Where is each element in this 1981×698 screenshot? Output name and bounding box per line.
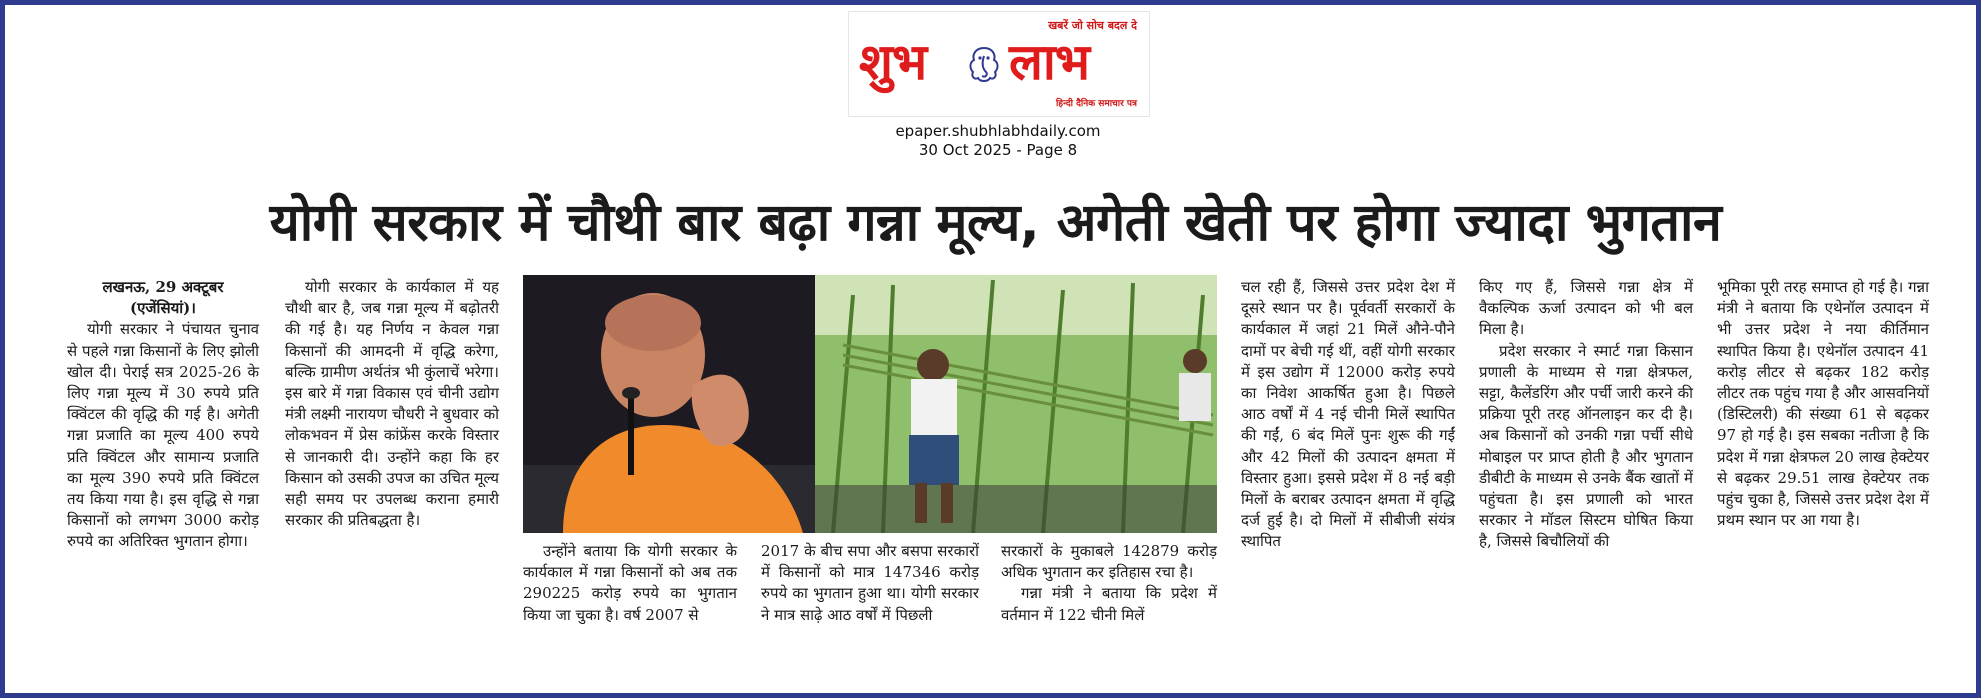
article-paragraph: प्रदेश सरकार ने स्मार्ट गन्ना किसान प्रणाली के माध्यम से गन्ना क्षेत्रफल, सट्टा, कैलेंडरिंग और पर्ची जारी करने की प्रक्रिया पूरी तरह ऑनलाइन कर दी है। अब किसानों को उनकी गन्ना पर्ची सीधे मोबाइल पर प्राप्त होती है और भुगतान डीबीटी के माध्यम से उनके बैंक खातों में पहुंचता है। इस प्रणाली को भारत सरकार ने मॉडल सिस्टम घोषित किया है, जिससे बिचौलियों की <box>1479 341 1693 551</box>
article-dateline: लखनऊ, 29 अक्टूबर (एजेंसियां)। <box>102 278 224 318</box>
article-headline: योगी सरकार में चौथी बार बढ़ा गन्ना मूल्य, अगेती खेती पर होगा ज्यादा भुगतान <box>269 193 1722 253</box>
article-column-4 <box>761 541 979 626</box>
masthead-logo <box>848 11 1150 117</box>
edition-date-page: 30 Oct 2025 - Page 8 <box>918 141 1078 159</box>
article-column-5 <box>1001 541 1217 626</box>
article-column-8 <box>1717 277 1929 531</box>
article-paragraph: भूमिका पूरी तरह समाप्त हो गई है। गन्ना मंत्री ने बताया कि एथेनॉल उत्पादन में भी उत्तर प्रदेश ने नया कीर्तिमान स्थापित किया है। एथेनॉल उत्पादन 41 करोड़ लीटर से बढ़कर 182 करोड़ लीटर तक पहुंच गया है और आसवनियों (डिस्टिलरी) की संख्या 61 से बढ़कर 97 हो गई है। इस सबका नतीजा है कि प्रदेश में गन्ना क्षेत्रफल 20 लाख हेक्टेयर से बढ़कर 29.51 लाख हेक्टेयर तक पहुंच चुका है, जिससे उत्तर प्रदेश देश में प्रथम स्थान पर आ गया है। <box>1717 278 1929 530</box>
article-column-1 <box>67 277 259 553</box>
ganesh-icon <box>962 42 1006 86</box>
article-paragraph: गन्ना मंत्री ने बताया कि प्रदेश में वर्तमान में 122 चीनी मिलें <box>1001 584 1217 624</box>
masthead-subtagline: हिन्दी दैनिक समाचार पत्र <box>1055 99 1137 109</box>
article-paragraph: चल रही हैं, जिससे उत्तर प्रदेश देश में दूसरे स्थान पर है। पूर्ववर्ती सरकारों के कार्यकाल में जहां 21 मिलें औने-पौने दामों पर बेची गई थीं, वहीं योगी सरकार में इस उद्योग में 12000 करोड़ रुपये का निवेश आकर्षित हुआ है। पिछले आठ वर्षों में 4 नई चीनी मिलें स्थापित की गईं, 6 बंद मिलें पुनः शुरू की गईं और 42 मिलों की उत्पादन क्षमता में विस्तार हुआ। इससे प्रदेश में 8 नई बड़ी मिलों के बराबर उत्पादन क्षमता में वृद्धि दर्ज हुई है। दो मिलों में सीबीजी संयंत्र स्थापित <box>1241 278 1455 551</box>
article-paragraph: 2017 के बीच सपा और बसपा सरकारों में किसानों को मात्र 147346 करोड़ रुपये का भुगतान हुआ था। योगी सरकार ने मात्र साढ़े आठ वर्षों में पिछली <box>761 542 979 624</box>
article-column-7 <box>1479 277 1693 553</box>
article-paragraph: किए गए हैं, जिससे गन्ना क्षेत्र में वैकल्पिक ऊर्जा उत्पादन को भी बल मिला है। <box>1479 278 1693 339</box>
article-paragraph: योगी सरकार ने पंचायत चुनाव से पहले गन्ना किसानों के लिए झोली खोल दी। पेराई सत्र 2025-26 के लिए गन्ना मूल्य में 30 रुपये प्रति क्विंटल की वृद्धि की गई है। अगेती गन्ना प्रजाति का मूल्य 400 रुपये प्रति क्विंटल और सामान्य प्रजाति का मूल्य 390 रुपये प्रति क्विंटल तय किया गया है। इस वृद्धि से गन्ना किसानों को लगभग 3000 करोड़ रुपये का अतिरिक्त भुगतान होगा। <box>67 320 259 551</box>
logo-word-left: शुभ <box>859 33 927 91</box>
article-column-2 <box>285 277 499 531</box>
article-column-6 <box>1241 277 1455 553</box>
article-paragraph: योगी सरकार के कार्यकाल में यह चौथी बार है, जब गन्ना मूल्य में बढ़ोतरी की गई है। यह निर्णय न केवल गन्ना किसानों की आमदनी में वृद्धि करेगा, बल्कि ग्रामीण अर्थतंत्र भी कुंलाचें भरेगा। इस बारे में गन्ना विकास एवं चीनी उद्योग मंत्री लक्ष्मी नारायण चौधरी ने बुधवार को लोकभवन में प्रेस कांफ्रेंस करके विस्तार से जानकारी दी। उन्होंने कहा कि हर किसान को उसकी उपज का उचित मूल्य सही समय पर उपलब्ध कराना हमारी सरकार की प्रतिबद्धता है। <box>285 278 499 530</box>
article-photo-collage <box>523 275 1217 533</box>
article-column-3 <box>523 541 737 626</box>
edition-url: epaper.shubhlabhdaily.com <box>895 122 1101 140</box>
edition-info <box>785 122 1211 160</box>
article-paragraph: सरकारों के मुकाबले 142879 करोड़ अधिक भुगतान कर इतिहास रचा है। <box>1001 542 1217 582</box>
logo-word-right: लाभ <box>1009 33 1089 91</box>
article-paragraph: उन्होंने बताया कि योगी सरकार के कार्यकाल में गन्ना किसानों को अब तक 290225 करोड़ रुपये का भुगतान किया जा चुका है। वर्ष 2007 से <box>523 542 737 624</box>
masthead-tagline: खबरें जो सोच बदल दे <box>1048 19 1137 32</box>
